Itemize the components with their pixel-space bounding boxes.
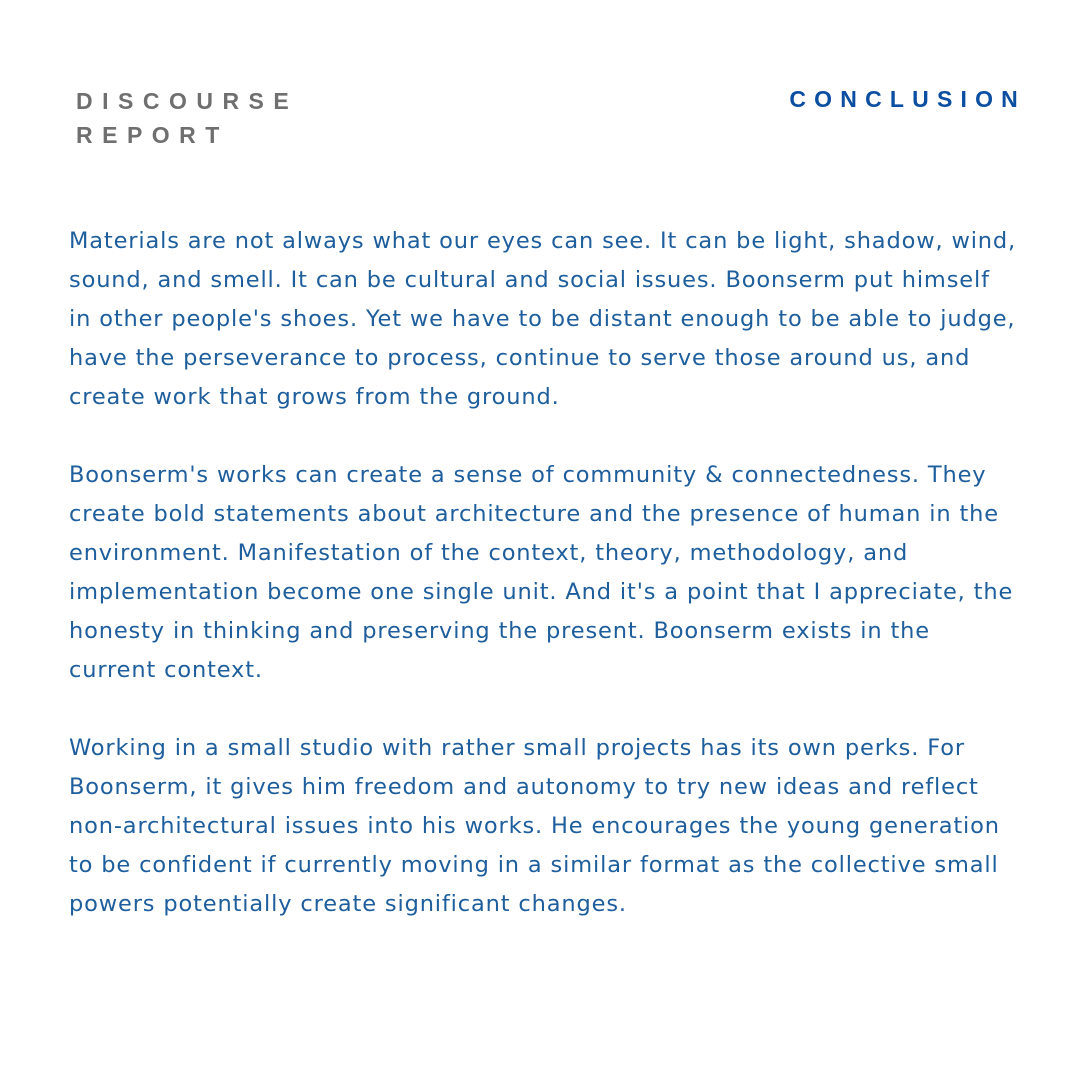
report-title-line-1: DISCOURSE: [76, 88, 299, 114]
paragraph-2: Boonserm's works can create a sense of community & connectedness. They create bold statements about architecture and the presence of human in the environment. Manifestation of the context, theory, methodology, and implementation become one single unit. And it's a point that I appreciate, the honesty in thinking and preserving the present. Boonserm exists in the current context.: [69, 462, 1014, 683]
body-text: [69, 222, 1019, 924]
report-title: [76, 84, 298, 152]
section-title: CONCLUSION: [789, 86, 1026, 112]
paragraph-1: Materials are not always what our eyes can see. It can be light, shadow, wind, sound, and smell. It can be cultural and social issues. Boonserm put himself in other people's shoes. Yet we have to be distant enough to be able to judge, have the perseverance to process, continue to serve those around us, and create work that grows from the ground.: [69, 228, 1017, 410]
report-title-line-2: REPORT: [76, 122, 229, 148]
paragraph-3: Working in a small studio with rather small projects has its own perks. For Boonserm, it gives him freedom and autonomy to try new ideas and reflect non-architectural issues into his works. He encourages the young generation to be confident if currently moving in a similar format as the collective small powers potentially create significant changes.: [69, 735, 1000, 917]
